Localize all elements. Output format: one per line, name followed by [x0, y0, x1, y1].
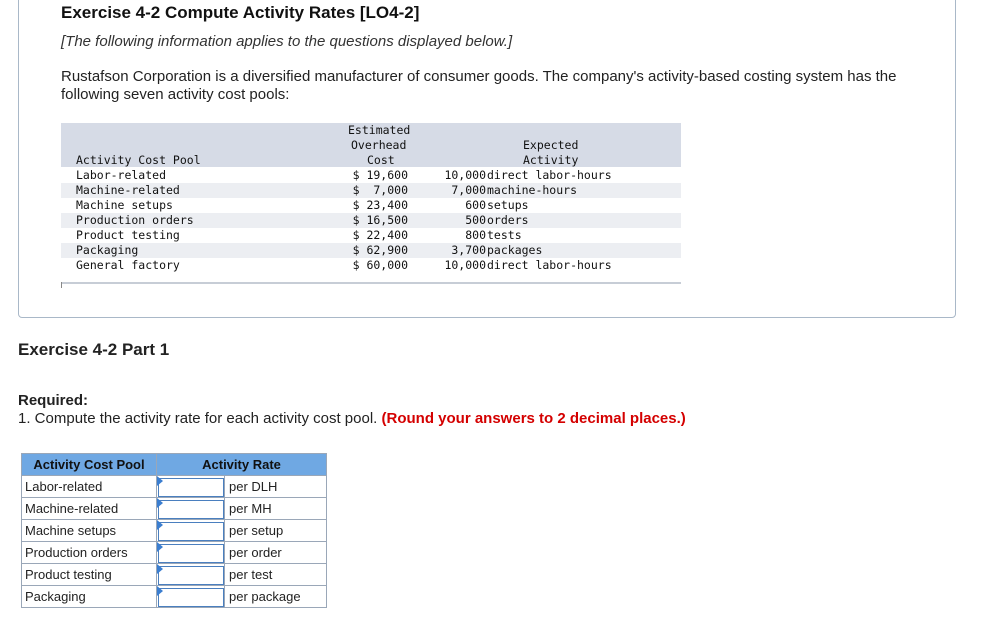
input-flag-icon: [157, 476, 163, 486]
overhead-cost: $ 60,000: [352, 258, 408, 272]
answer-header-rate: Activity Rate: [157, 454, 327, 476]
required-text: 1. Compute the activity rate for each activity cost pool.: [18, 410, 378, 427]
rate-unit-label: per MH: [225, 498, 327, 520]
overhead-cost: $ 16,500: [352, 213, 408, 227]
activity-cost-pool-table: [61, 123, 681, 288]
rate-unit-label: per package: [225, 586, 327, 608]
answer-pool-label: Packaging: [22, 586, 157, 608]
answer-row: [22, 586, 327, 608]
answer-pool-label: Machine-related: [22, 498, 157, 520]
cost-pool-name: Labor-related: [76, 168, 167, 182]
activity-rate-input[interactable]: [158, 544, 224, 563]
answer-pool-label: Labor-related: [22, 476, 157, 498]
part-title: Exercise 4-2 Part 1: [18, 340, 170, 359]
input-flag-icon: [157, 586, 163, 596]
header-pool: Activity Cost Pool: [76, 153, 201, 167]
input-flag-icon: [157, 542, 163, 552]
expected-activity-unit: packages: [487, 243, 543, 257]
answer-pool-label: Machine setups: [22, 520, 157, 542]
cost-pool-name: Machine setups: [76, 198, 173, 212]
expected-activity-unit: machine-hours: [487, 183, 578, 197]
activity-rate-cell: [157, 520, 225, 542]
required-instruction: [18, 410, 686, 427]
input-flag-icon: [157, 564, 163, 574]
overhead-cost: $ 19,600: [352, 168, 408, 182]
cost-pool-name: Production orders: [76, 213, 194, 227]
cost-pool-name: Product testing: [76, 228, 180, 242]
expected-activity-qty: 500: [465, 213, 486, 227]
required-label: Required:: [18, 392, 89, 409]
activity-rate-cell: [157, 542, 225, 564]
overhead-cost: $ 23,400: [352, 198, 408, 212]
expected-activity-unit: tests: [487, 228, 522, 242]
cost-pool-name: Machine-related: [76, 183, 180, 197]
activity-rate-input[interactable]: [158, 500, 224, 519]
answer-row: [22, 564, 327, 586]
cost-pool-name: General factory: [76, 258, 180, 272]
header-overhead-line2: Overhead: [351, 138, 407, 152]
expected-activity-qty: 10,000: [444, 168, 486, 182]
rate-unit-label: per setup: [225, 520, 327, 542]
rate-unit-label: per DLH: [225, 476, 327, 498]
input-flag-icon: [157, 498, 163, 508]
expected-activity-qty: 600: [465, 198, 486, 212]
header-activity-line2: Activity: [523, 153, 579, 167]
table-bottom-rule: [61, 282, 681, 284]
rate-unit-label: per order: [225, 542, 327, 564]
expected-activity-unit: orders: [487, 213, 529, 227]
rate-unit-label: per test: [225, 564, 327, 586]
table-bottom-tick: [61, 282, 62, 288]
overhead-cost: $ 22,400: [352, 228, 408, 242]
overhead-cost: $ 62,900: [352, 243, 408, 257]
expected-activity-qty: 7,000: [451, 183, 486, 197]
header-activity-line1: Expected: [523, 138, 579, 152]
answer-row: [22, 542, 327, 564]
answer-header-pool: Activity Cost Pool: [22, 454, 157, 476]
expected-activity-qty: 800: [465, 228, 486, 242]
expected-activity-unit: direct labor-hours: [487, 168, 612, 182]
activity-rate-input[interactable]: [158, 522, 224, 541]
header-overhead-line1: Estimated: [348, 123, 411, 137]
answer-row: [22, 520, 327, 542]
activity-rate-cell: [157, 586, 225, 608]
exercise-title: Exercise 4-2 Compute Activity Rates [LO4-2]: [61, 3, 420, 22]
activity-rate-cell: [157, 564, 225, 586]
cost-pool-name: Packaging: [76, 243, 139, 257]
answer-row: [22, 498, 327, 520]
activity-rate-cell: [157, 498, 225, 520]
header-overhead-line3: Cost: [367, 153, 395, 167]
activity-rate-input[interactable]: [158, 566, 224, 585]
rounding-instruction: (Round your answers to 2 decimal places.): [381, 410, 686, 427]
activity-rate-cell: [157, 476, 225, 498]
answer-row: [22, 476, 327, 498]
expected-activity-unit: direct labor-hours: [487, 258, 612, 272]
answer-pool-label: Production orders: [22, 542, 157, 564]
answer-pool-label: Product testing: [22, 564, 157, 586]
intro-text: Rustafson Corporation is a diversified manufacturer of consumer goods. The company's activity-based costing system has the following seven activity cost pools:: [61, 68, 897, 103]
expected-activity-unit: setups: [487, 198, 529, 212]
info-note: [The following information applies to the questions displayed below.]: [61, 33, 513, 50]
expected-activity-qty: 10,000: [444, 258, 486, 272]
activity-rate-input[interactable]: [158, 588, 224, 607]
overhead-cost: $ 7,000: [352, 183, 408, 197]
expected-activity-qty: 3,700: [451, 243, 486, 257]
input-flag-icon: [157, 520, 163, 530]
activity-rate-answer-table: [21, 453, 327, 608]
activity-rate-input[interactable]: [158, 478, 224, 497]
